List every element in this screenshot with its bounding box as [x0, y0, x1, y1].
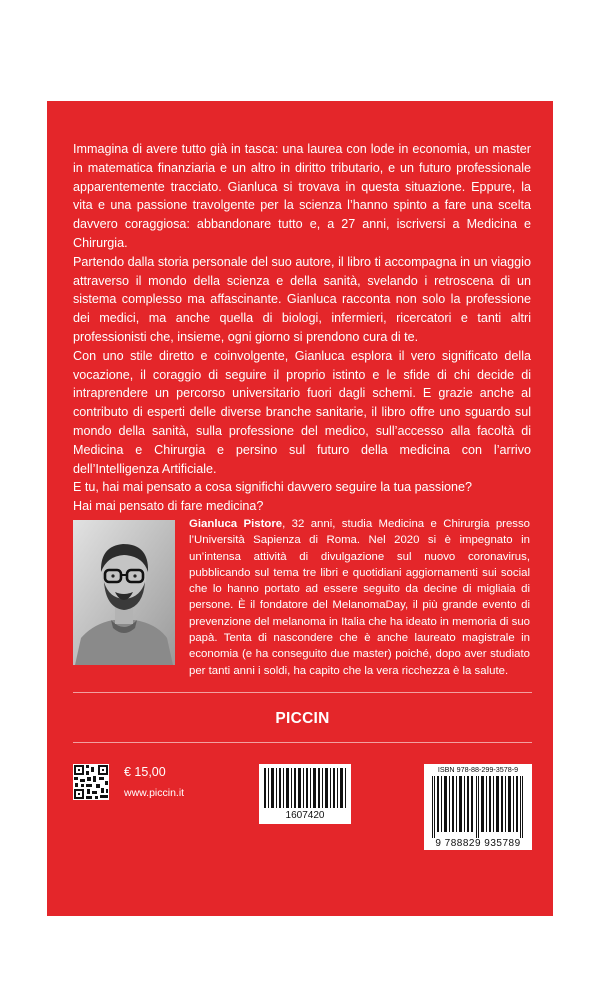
ean-number: 9 788829 935789 [435, 838, 521, 849]
synopsis-paragraph: E tu, hai mai pensato a cosa significhi davvero seguire la tua passione? [73, 480, 473, 495]
product-code: 1607420 [285, 810, 325, 821]
price: € 15,00 [124, 765, 166, 779]
synopsis-paragraph: Con uno stile diretto e coinvolgente, Gianluca esplora il vero significato della vocazione, il coraggio di seguire il proprio istinto e le sfide di chi decide di intraprendere un percorso universitario fuori dagli schemi. E grazie anche al contributo di esperti delle diverse branche sanitarie, il libro offre uno sguardo sul mondo della sanità, sulla professione del medico, sull’accesso alla facoltà di Medicina e Chirurgia e persino sul futuro della medicina con l’arrivo dell’Intelligenza Artificiale. [73, 348, 531, 476]
isbn-box [424, 764, 532, 850]
isbn-label: ISBN 978-88-299-3578-9 [437, 765, 519, 774]
divider-bottom [73, 742, 532, 743]
author-name: Gianluca Pistore [189, 518, 283, 530]
website-link[interactable]: www.piccin.it [124, 787, 185, 799]
synopsis-paragraph: Hai mai pensato di fare medicina? [73, 499, 264, 514]
product-code-box [259, 764, 351, 824]
synopsis-paragraph: Partendo dalla storia personale del suo autore, il libro ti accompagna in un viaggio attraverso il mondo della scienza e della sanità, svelando i retroscena di un sistema complesso ma affascinante. Gianluca racconta non solo la professione dei medici, ma anche quella di biologi, infermieri, ricercatori e tanti altri professionisti che, insieme, ogni giorno si prendono cura di te. [73, 254, 531, 344]
synopsis-text [73, 140, 531, 516]
publisher-logo: PICCIN [275, 710, 330, 727]
synopsis-paragraph: Immagina di avere tutto già in tasca: una laurea con lode in economia, un master in matematica finanziaria e un altro in diritto tributario, e un futuro professionale apparentemente tracciato. Gianluca si trovava in questa situazione. Eppure, la vita e una passione travolgente per la scienza l’hanno spinto a fare una scelta davvero coraggiosa: abbandonare tutto e, a 27 anni, iscriversi a Medicina e Chirurgia. [73, 142, 531, 250]
author-photo [73, 520, 175, 665]
author-bio-text: , 32 anni, studia Medicina e Chirurgia presso l’Università Sapienza di Roma. Nel 2020 si è impegnato in un’intensa attività di divulgazione sul nuovo coronavirus, pubblicando sul tema tre libri e quotidiani aggiornamenti sui social che lo hanno portato ad essere seguito da decine di migliaia di persone. È il fondatore del MelanomaDay, il più grande evento di prevenzione del melanoma in Italia che ha ideato in memoria di suo papà. Tenta di nascondere che è anche laureato magistrale in economia (e ha conseguito due master) poiché, dopo aver studiato per tanti anni i soldi, ha capito che la vera ricchezza è la salute. [189, 518, 531, 677]
author-bio [189, 516, 530, 679]
divider-top [73, 692, 532, 693]
qr-code-icon [73, 764, 109, 800]
